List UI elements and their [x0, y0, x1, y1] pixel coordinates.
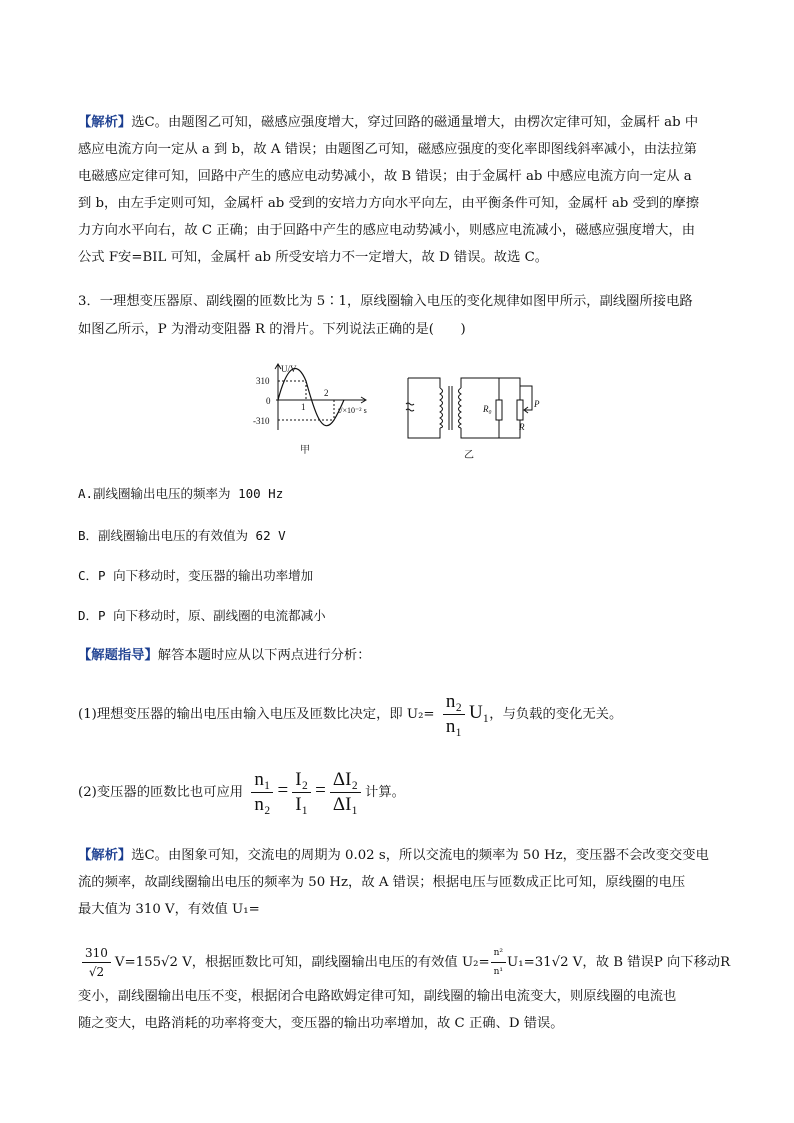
y-axis-label: U/V	[281, 364, 297, 374]
primary-coil-icon	[440, 388, 443, 428]
question3-line-1: 3．一理想变压器原、副线圈的匝数比为 5∶1，原线圈输入电压的变化规律如图甲所示，副线圈所接电路	[78, 294, 693, 309]
y-tick-0: 0	[266, 396, 271, 406]
n2-over-n1-fraction: $\frac{\text{n₂}}{\text{n₁}}$	[443, 690, 465, 739]
analysis1-line-5: 力方向水平向右，故 C 正确；由于回路中产生的感应电动势减小，则感应电流减小，磁感应强度增大，由	[78, 223, 695, 238]
figure-caption-yi: 乙	[464, 450, 474, 461]
n2-over-n1-small-fraction: $\frac{\text{n²}}{\text{n¹}}$	[491, 944, 506, 981]
analysis1-line-1: 【解析】选C。由题图乙可知，磁感应强度增大，穿过回路的磁通量增大，由楞次定律可知，金属杆 ab 中	[78, 115, 699, 130]
option-c: C．P 向下移动时，变压器的输出功率增加	[78, 568, 314, 583]
analysis2-tag: 【解析】	[78, 848, 132, 863]
guide-heading: 【解题指导】解答本题时应从以下两点进行分析：	[78, 648, 371, 663]
guide-point-2: (2)变压器的匝数比也可应用 $\frac{\text{n₁}}{\text{n₂}}$ = $\frac{\text{I₂}}{\text{I₁}}$ = $\frac{\text{ΔI₂}}{\text{ΔI₁}}$ 计算。	[78, 769, 405, 815]
310-over-root2-fraction: $\frac{310}{√2}$	[82, 944, 111, 981]
circuit-figure	[402, 370, 552, 462]
analysis1-line-4: 到 b，由左手定则可知，金属杆 ab 受到的安培力方向水平向左，由平衡条件可知，金属杆 ab 受到的摩擦	[78, 196, 699, 211]
analysis1-line-6: 公式 F安=BIL 可知，金属杆 ab 所受安培力不一定增大，故 D 错误。故选 C。	[78, 250, 549, 265]
delta-i-fraction: $\frac{\text{ΔI₂}}{\text{ΔI₁}}$	[330, 768, 361, 817]
n1-over-n2-fraction: $\frac{\text{n₁}}{\text{n₂}}$	[251, 768, 273, 817]
analysis2-line-1: 【解析】选C。由图象可知，交流电的周期为 0.02 s，所以交流电的频率为 50 Hz，变压器不会改变交变电	[78, 848, 709, 863]
analysis2-line-6: 随之变大，电路消耗的功率将变大，变压器的输出功率增加，故 C 正确、D 错误。	[78, 1016, 564, 1031]
analysis2-line-5: 变小，副线圈输出电压不变，根据闭合电路欧姆定律可知，副线圈的输出电流变大，则原线圈的电流也	[78, 989, 677, 1004]
voltage-graph-figure	[248, 360, 378, 460]
primary-top-wire	[408, 378, 440, 388]
analysis1-line-2: 感应电流方向一定从 a 到 b，故 A 错误；由题图乙可知，磁感应强度的变化率即图线斜率减小，由法拉第	[78, 142, 697, 157]
analysis2-line-2: 流的频率，故副线圈输出电压的频率为 50 Hz，故 A 错误；根据电压与匝数成正比可知，原线圈的电压	[78, 875, 686, 890]
guide-point-1: (1)理想变压器的输出电压由输入电压及匝数比决定，即 U₂= $\frac{\text{n₂}}{\text{n₁}}$ U₁，与负载的变化无关。	[78, 691, 623, 737]
secondary-coil-icon	[459, 388, 462, 428]
secondary-top-wire	[461, 378, 520, 400]
r0-resistor-icon	[496, 400, 502, 420]
slider-wire	[520, 386, 532, 410]
y-tick-310: 310	[256, 376, 270, 386]
r0-label: R₀	[483, 404, 492, 414]
ac-source-icon	[406, 403, 414, 411]
question3-line-2: 如图乙所示，P 为滑动变阻器 R 的滑片。下列说法正确的是( )	[78, 322, 466, 337]
figure-caption-jia: 甲	[300, 445, 310, 456]
analysis1-line-3: 电磁感应定律可知，回路中产生的感应电动势减小，故 B 错误；由于金属杆 ab 中感应电流方向一定从 a	[78, 169, 692, 184]
option-d: D．P 向下移动时，原、副线圈的电流都减小	[78, 608, 326, 623]
secondary-bottom-wire	[461, 420, 520, 438]
x-tick-2: 2	[324, 388, 329, 398]
analysis2-line-3: 最大值为 310 V，有效值 U₁=	[78, 902, 260, 917]
analysis-tag: 【解析】	[78, 115, 132, 130]
y-tick-neg310: -310	[253, 416, 270, 426]
r-label: R	[519, 422, 525, 432]
i2-over-i1-fraction: $\frac{\text{I₂}}{\text{I₁}}$	[292, 768, 311, 817]
option-b: B．副线圈输出电压的有效值为 62 V	[78, 528, 286, 543]
analysis2-line-4: $\frac{310}{√2}$ V=155√2 V，根据匝数比可知，副线圈输出电压的有效值 U₂= $\frac{\text{n²}}{\text{n¹}}$ U₁=31√2 V，故 B 错误P 向下移动R	[78, 944, 730, 981]
r-resistor-icon	[517, 400, 523, 420]
option-a: A.副线圈输出电压的频率为 100 Hz	[78, 486, 284, 501]
primary-bottom-wire	[408, 378, 440, 438]
x-axis-label: t/×10⁻² s	[338, 406, 367, 415]
guide-tag: 【解题指导】	[78, 648, 158, 663]
x-tick-1: 1	[301, 402, 306, 412]
p-label: P	[534, 399, 540, 409]
